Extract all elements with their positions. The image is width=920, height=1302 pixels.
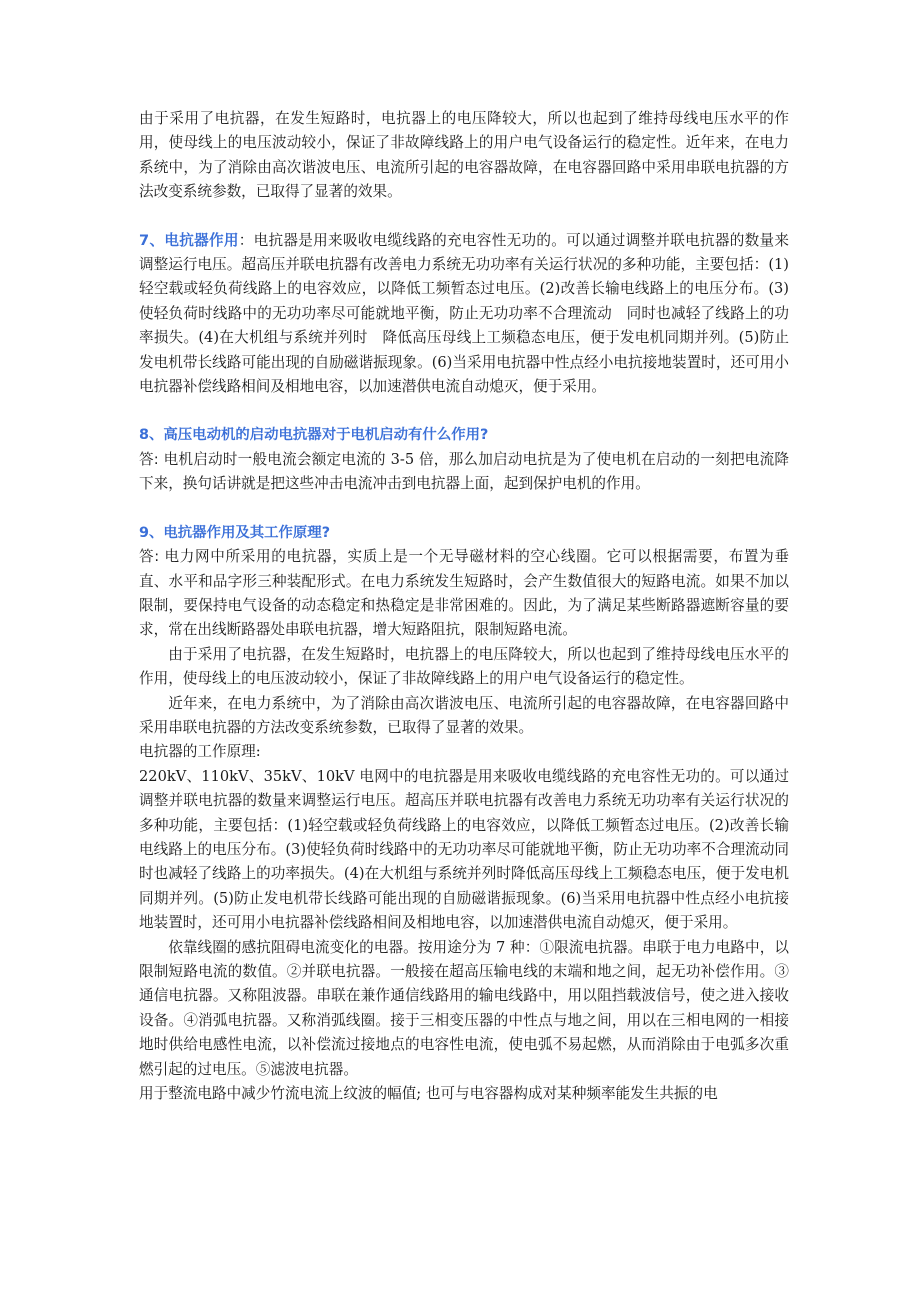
section-7-text: ：电抗器是用来吸收电缆线路的充电容性无功的。可以通过调整并联电抗器的数量来调整运行电压。超高压并联电抗器有改善电力系统无功功率有关运行状况的多种功能，主要包括：(1)轻空载或轻负荷线路上的电容效应，以降低工频暂态过电压。(2)改善长输电线路上的电压分布。(3)使轻负荷时线路中的无功功率尽可能就地平衡，防止无功功率不合理流动 同时也减轻了线路上的功率损失。(4)在大机组与系统并列时 降低高压母线上工频稳态电压，便于发电机同期并列。(5)防止发电机带长线路可能出现的自励磁谐振现象。(6)当采用电抗器中性点经小电抗接地装置时，还可用小电抗器补偿线路相间及相地电容，以加速潜供电流自动熄灭，便于采用。: [139, 231, 790, 396]
section-8-answer: [139, 448, 789, 497]
section-9-answer-text: 电力网中所采用的电抗器，实质上是一个无导磁材料的空心线圈。它可以根据需要，布置为垂直、水平和品字形三种装配形式。在电力系统发生短路时，会产生数值很大的短路电流。如果不加以限制，要保持电气设备的动态稳定和热稳定是非常困难的。因此，为了满足某些断路器遮断容量的要求，常在出线断路器处串联电抗器，增大短路阻抗，限制短路电流。: [139, 548, 789, 639]
section-9-answer: [139, 545, 789, 643]
section-9-heading: 9、电抗器作用及其工作原理?: [139, 524, 331, 541]
last-line: 用于整流电路中减少竹流电流上纹波的幅值; 也可与电容器构成对某种频率能发生共振的电: [139, 1085, 718, 1103]
document-page: [139, 107, 789, 1106]
section-9-paragraph-3: 近年来，在电力系统中，为了消除由高次谐波电压、电流所引起的电容器故障，在电容器回路中采用串联电抗器的方法改变系统参数，已取得了显著的效果。: [139, 694, 789, 736]
principle-paragraph: 220kV、110kV、35kV、10kV 电网中的电抗器是用来吸收电缆线路的充电容性无功的。可以通过调整并联电抗器的数量来调整运行电压。超高压并联电抗器有改善电力系统无功功率有关运行状况的多种功能，主要包括：(1)轻空载或轻负荷线路上的电容效应，以降低工频暂态过电压。(2)改善长输电线路上的电压分布。(3)使轻负荷时线路中的无功功率尽可能就地平衡，防止无功功率不合理流动同时也减轻了线路上的功率损失。(4)在大机组与系统并列时降低高压母线上工频稳态电压，便于发电机同期并列。(5)防止发电机带长线路可能出现的自励磁谐振现象。(6)当采用电抗器中性点经小电抗接地装置时，还可用小电抗器补偿线路相间及相地电容，以加速潜供电流自动熄灭，便于采用。: [139, 767, 789, 932]
spacer: [139, 205, 789, 229]
types-paragraph: 依靠线圈的感抗阻碍电流变化的电器。按用途分为 7 种：①限流电抗器。串联于电力电路中，以限制短路电流的数值。②并联电抗器。一般接在超高压输电线的末端和地之间，起无功补偿作用。③通信电抗器。又称阻波器。串联在兼作通信线路用的输电线路中，用以阻挡载波信号，使之进入接收设备。④消弧电抗器。又称消弧线圈。接于三相变压器的中性点与地之间，用以在三相电网的一相接地时供给电感性电流，以补偿流过接地点的电容性电流，使电弧不易起燃，从而消除由于电弧多次重燃引起的过电压。⑤滤波电抗器。: [139, 938, 789, 1078]
section-8-answer-text: 电机启动时一般电流会额定电流的 3-5 倍，那么加启动电抗是为了使电机在启动的一刻把电流降下来，换句话讲就是把这些冲击电流冲击到电抗器上面，起到保护电机的作用。: [139, 450, 790, 493]
section-9-paragraph-2: 由于采用了电抗器，在发生短路时，电抗器上的电压降较大，所以也起到了维持母线电压水平的作用，使母线上的电压波动较小，保证了非故障线路上的用户电气设备运行的稳定性。: [139, 645, 789, 688]
principle-title: 电抗器的工作原理:: [139, 743, 261, 761]
section-7-paragraph: [139, 229, 789, 400]
answer-label: 答:: [139, 548, 160, 566]
section-7-heading: 7、电抗器作用: [139, 231, 239, 249]
intro-paragraph: 由于采用了电抗器，在发生短路时，电抗器上的电压降较大，所以也起到了维持母线电压水平的作用，使母线上的电压波动较小，保证了非故障线路上的用户电气设备运行的稳定性。近年来，在电力系统中，为了消除由高次谐波电压、电流所引起的电容器故障，在电容器回路中采用串联电抗器的方法改变系统参数，已取得了显著的效果。: [139, 110, 789, 201]
spacer: [139, 399, 789, 423]
answer-label: 答:: [139, 450, 159, 468]
section-8-heading: 8、高压电动机的启动电抗器对于电机启动有什么作用?: [139, 427, 489, 444]
spacer: [139, 497, 789, 521]
